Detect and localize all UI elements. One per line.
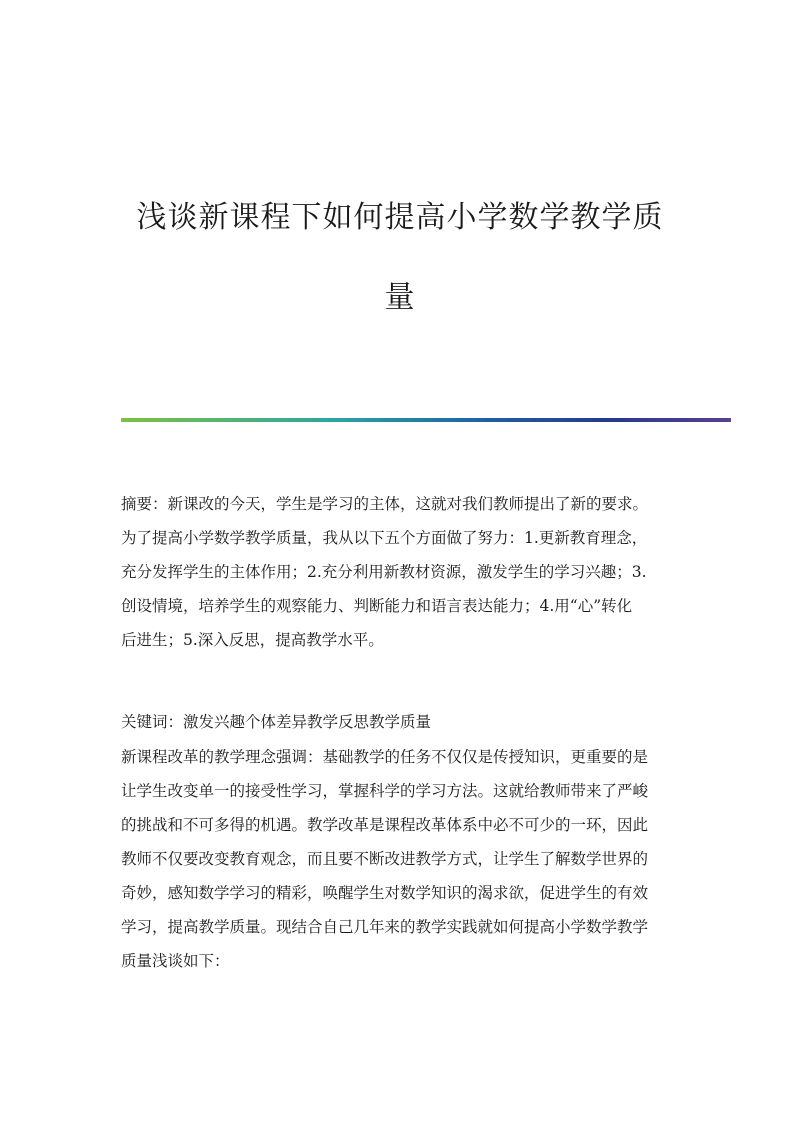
intro-line: 让学生改变单一的接受性学习，掌握科学的学习方法。这就给教师带来了严峻 bbox=[121, 782, 649, 800]
gradient-divider bbox=[121, 418, 731, 422]
intro-paragraph bbox=[121, 740, 681, 978]
abstract-line: 摘要：新课改的今天，学生是学习的主体，这就对我们教师提出了新的要求。 bbox=[121, 495, 649, 513]
abstract-line: 创设情境，培养学生的观察能力、判断能力和语言表达能力；4.用“心”转化 bbox=[121, 597, 633, 615]
intro-line: 的挑战和不可多得的机遇。教学改革是课程改革体系中必不可少的一环，因此 bbox=[121, 816, 649, 834]
document-title-line-2: 量 bbox=[384, 280, 416, 315]
intro-line: 质量浅谈如下： bbox=[121, 952, 230, 970]
abstract-line: 充分发挥学生的主体作用；2.充分利用新教材资源，激发学生的学习兴趣；3. bbox=[121, 563, 647, 581]
intro-line: 学习，提高教学质量。现结合自己几年来的教学实践就如何提高小学数学教学 bbox=[121, 918, 649, 936]
abstract-paragraph bbox=[121, 487, 681, 657]
abstract-line: 后进生；5.深入反思，提高教学水平。 bbox=[121, 631, 384, 649]
intro-line: 新课程改革的教学理念强调：基础教学的任务不仅仅是传授知识，更重要的是 bbox=[121, 748, 649, 766]
abstract-line: 为了提高小学数学教学质量，我从以下五个方面做了努力：1.更新教育理念， bbox=[121, 529, 648, 547]
intro-line: 教师不仅要改变教育观念，而且要不断改进教学方式，让学生了解数学世界的 bbox=[121, 850, 649, 868]
document-title-line-1: 浅谈新课程下如何提高小学数学教学质 bbox=[136, 200, 664, 235]
intro-line: 奇妙，感知数学学习的精彩，唤醒学生对数学知识的渴求欲，促进学生的有效 bbox=[121, 884, 649, 902]
keywords-line bbox=[121, 705, 681, 739]
keywords-text: 关键词：激发兴趣个体差异教学反思教学质量 bbox=[121, 713, 432, 731]
